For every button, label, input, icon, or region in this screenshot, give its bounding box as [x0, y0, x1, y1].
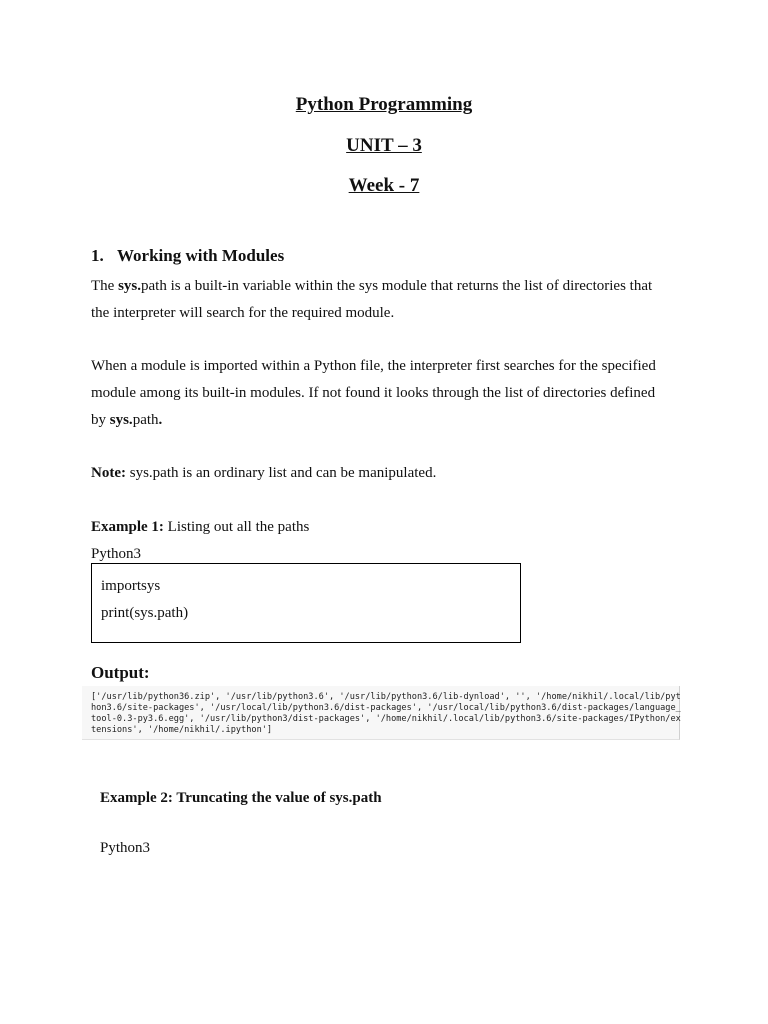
output-screenshot — [82, 686, 680, 740]
para1-line1 — [91, 276, 677, 296]
note-text: sys.path is an ordinary list and can be manipulated. — [125, 465, 437, 481]
section-heading — [91, 245, 284, 267]
para2-line2: module among its built-in modules. If not found it looks through the list of directories defined — [91, 385, 656, 401]
para2-period: . — [158, 412, 163, 428]
output-line-1: ['/usr/lib/python36.zip', '/usr/lib/python3.6', '/usr/lib/python3.6/lib-dynload', '', '/home/nikhil/.local/lib/pyt — [91, 692, 681, 702]
example1-line — [91, 517, 309, 537]
unit-heading: UNIT – 3 — [346, 135, 422, 156]
para2-line1: When a module is imported within a Python file, the interpreter first searches for the specified — [91, 358, 656, 374]
para2-line3 — [91, 410, 162, 430]
code-line-1: importsys — [101, 578, 161, 594]
example1-text: Listing out all the paths — [163, 519, 310, 535]
para2-text-path: path — [132, 412, 159, 428]
document-title: Python Programming — [295, 94, 473, 115]
para1-line2: the interpreter will search for the required module. — [91, 305, 395, 321]
example1-label: Example 1: — [91, 519, 164, 535]
example1-language: Python3 — [91, 546, 142, 562]
section-number: 1. — [91, 246, 104, 265]
para1-text: The — [91, 278, 119, 294]
example2-heading: Example 2: Truncating the value of sys.path — [100, 790, 382, 806]
para1-bold-sys: sys. — [118, 278, 142, 294]
para2-text: by — [91, 412, 110, 428]
output-label: Output: — [91, 663, 150, 682]
output-line-3: tool-0.3-py3.6.egg', '/usr/lib/python3/dist-packages', '/home/nikhil/.local/lib/python3.6/site-packages/IPython/ex — [91, 714, 681, 724]
code-box — [91, 563, 521, 643]
code-line-2: print(sys.path) — [101, 605, 189, 621]
output-line-2: hon3.6/site-packages', '/usr/local/lib/python3.6/dist-packages', '/usr/local/lib/python3.6/dist-packages/language_ — [91, 703, 681, 713]
output-line-4: tensions', '/home/nikhil/.ipython'] — [91, 725, 273, 735]
note-line — [91, 463, 436, 483]
section-title: Working with Modules — [117, 246, 285, 265]
para1-text-rest: path is a built-in variable within the sys module that returns the list of directories that — [141, 278, 653, 294]
example2-language: Python3 — [100, 840, 151, 856]
week-heading: Week - 7 — [348, 175, 420, 196]
note-label: Note: — [91, 465, 126, 481]
para2-bold-sys: sys. — [109, 412, 133, 428]
